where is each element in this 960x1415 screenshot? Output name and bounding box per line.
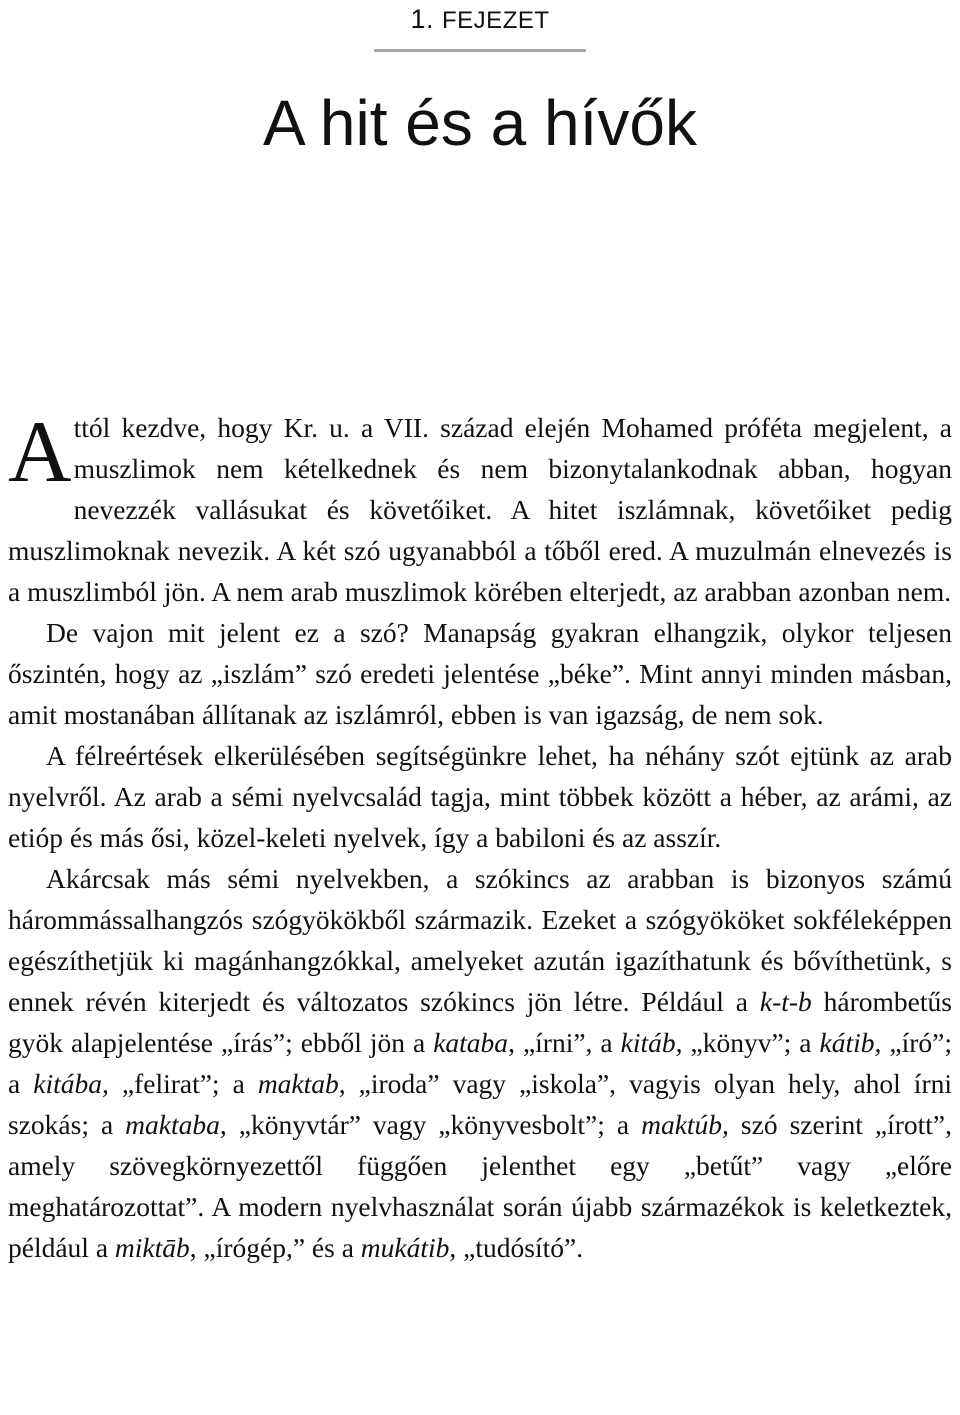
italic-term: maktúb,: [641, 1109, 729, 1140]
italic-term: kitáb,: [620, 1027, 683, 1058]
text-run: , „könyvtár” vagy „könyvesbolt”; a: [219, 1109, 642, 1140]
paragraph-3: A félreértések elkerülésében segítségünkre lehet, ha néhány szót ejtünk az arab nyelvről. Az arab a sémi nyelvcsalád tagja, mint többek között a héber, az arámi, az etióp és más ősi, közel-keleti nyelvek, így a babiloni és az asszír.: [8, 740, 952, 853]
chapter-label: [0, 4, 960, 35]
paragraph-1-text: ttól kezdve, hogy Kr. u. a VII. század elején Mohamed próféta megjelent, a muszlimok nem kételkednek és nem bizonytalankodnak abban, hogyan nevezzék vallásukat és követőiket. A hitet iszlámnak, követőiket pedig muszlimoknak nevezik. A két szó ugyanabból a tőből ered. A muzulmán elnevezés is a muszlimból jön. A nem arab muszlimok körében elterjedt, az arabban azonban nem.: [8, 412, 952, 607]
body-text: [8, 404, 952, 1268]
text-run: , „iroda” vagy „iskola”, vagyis olyan hely, ahol írni szokás; a: [8, 1068, 952, 1140]
chapter-title: A hit és a hívők: [262, 87, 698, 159]
italic-term: maktaba: [125, 1109, 220, 1140]
italic-term: mukátib: [360, 1232, 450, 1263]
text-run: „író”; a: [8, 1027, 952, 1099]
paragraph-1: [8, 404, 952, 612]
italic-term: miktāb: [114, 1232, 190, 1263]
italic-term: kitába,: [33, 1068, 109, 1099]
chapter-divider: [374, 49, 586, 52]
text-run: Akárcsak más sémi nyelvekben, a szókincs az arabban is bizonyos számú hárommássalhangzós szógyökökből származik. Ezeket a szógyököket sokféleképpen egészíthetjük ki magánhangzókkal, amelyeket azután igazíthatunk és bővíthetünk, s ennek révén kiterjedt és változatos szókincs jön létre. Például a: [8, 863, 952, 1017]
text-run: , „írógép,” és a: [189, 1232, 361, 1263]
drop-cap: A: [8, 404, 72, 501]
paragraph-2: De vajon mit jelent ez a szó? Manapság gyakran elhangzik, olykor teljesen őszintén, hogy az „iszlám” szó eredeti jelentése „béke”. Mint annyi minden másban, amit mostanában állítanak az iszlámról, ebben is van igazság, de nem sok.: [8, 617, 952, 730]
chapter-number: 1.: [410, 4, 434, 34]
text-run: hárombetűs gyök alapjelentése „írás”; ebből jön a: [8, 986, 952, 1058]
chapter-word: FEJEZET: [442, 7, 550, 34]
paragraph-4: [8, 858, 952, 1268]
italic-term: kátib,: [819, 1027, 882, 1058]
italic-term: kataba: [433, 1027, 509, 1058]
text-run: , „írni”, a: [508, 1027, 621, 1058]
italic-term: k-t-b: [759, 986, 812, 1017]
text-run: „felirat”; a: [108, 1068, 258, 1099]
text-run: „könyv”; a: [682, 1027, 820, 1058]
text-run: szó szerint „írott”, amely szövegkörnyezettől függően jelenthet egy „betűt” vagy „előre meghatározottat”. A modern nyelvhasználat során újabb származékok is keletkeztek, például a: [8, 1109, 952, 1263]
text-run: , „tudósító”.: [449, 1232, 584, 1263]
italic-term: maktab: [257, 1068, 339, 1099]
